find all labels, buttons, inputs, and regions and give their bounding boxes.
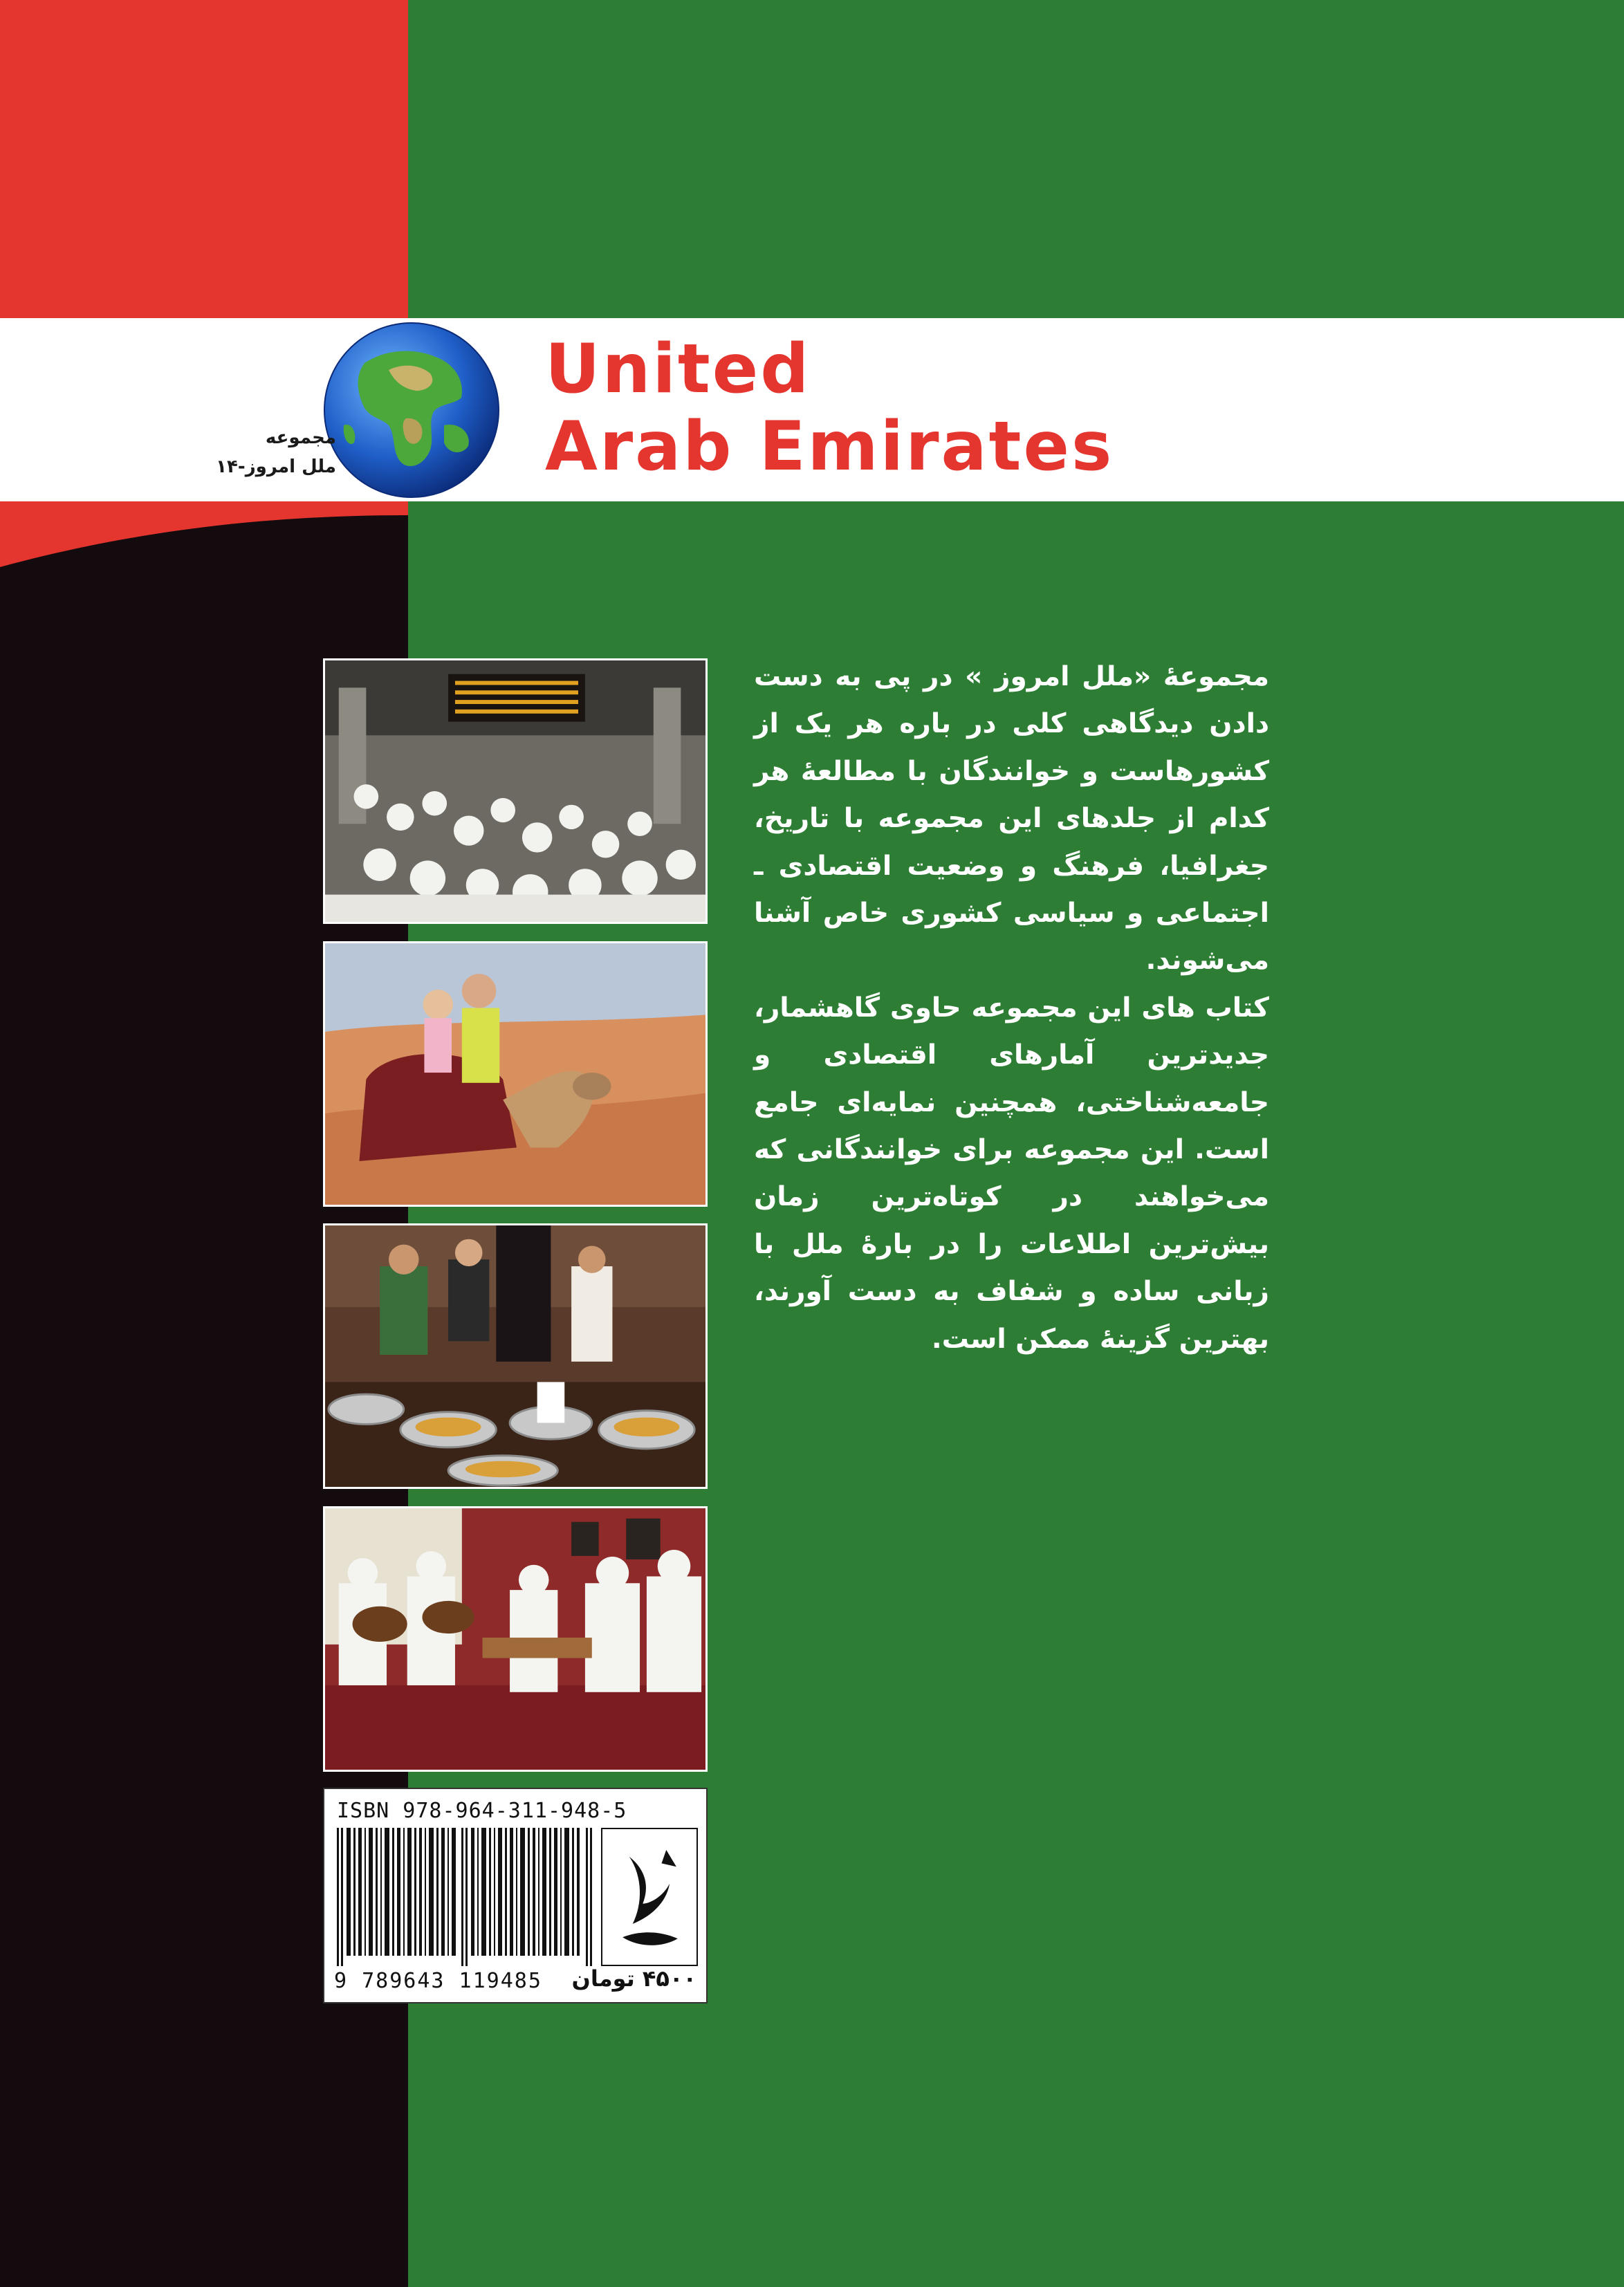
blurb-paragraph-2: کتاب های این مجموعه حاوی گاهشمار، جدیدترین آمارهای اقتصادی و جامعه‌شناختی، همچنین نمایه‌ای جامع است. این مجموعه برای خوانندگانی که می‌خواهند در کوتاه‌ترین زمان بیش‌ترین اطلاعات را در بارهٔ ملل با زبانی ساده و شفاف به دست آورند، بهترین گزینهٔ ممکن است.	[754, 992, 1269, 1355]
title-line-2: Arab Emirates	[545, 407, 1114, 486]
back-cover-blurb	[754, 654, 1269, 1363]
barcode	[337, 1828, 594, 1966]
music-gathering-photo	[323, 1506, 708, 1772]
publisher-logo-icon	[601, 1828, 698, 1966]
stock-exchange-photo	[323, 658, 708, 924]
desert-camel-photo	[323, 941, 708, 1207]
globe-icon	[323, 322, 500, 499]
title-line-1: United	[545, 330, 811, 409]
isbn-barcode-box	[323, 1788, 708, 2003]
book-title	[545, 331, 1114, 485]
buffet-photo	[323, 1223, 708, 1489]
isbn-number: ISBN 978-964-311-948-5	[337, 1799, 627, 1823]
series-label-line1: مجموعه	[265, 427, 336, 448]
red-flag-band	[0, 0, 408, 318]
price-label: ۴۵۰۰ تومان	[571, 1965, 696, 1992]
blurb-paragraph-1: مجموعهٔ «ملل امروز » در پی به دست دادن دیدگاهی کلی در باره هر یک از کشورهاست و خوانندگان با مطالعهٔ هر کدام از جلدهای این مجموعه با تاریخ، جغرافیا، فرهنگ و وضعیت اقتصادی ـ اجتماعی و سیاسی کشوری خاص آشنا می‌شوند.	[754, 661, 1269, 976]
barcode-digits: 9 789643 119485	[334, 1969, 542, 1993]
series-label-line2: ملل امروز-۱۴	[216, 456, 336, 477]
series-label	[156, 423, 336, 481]
